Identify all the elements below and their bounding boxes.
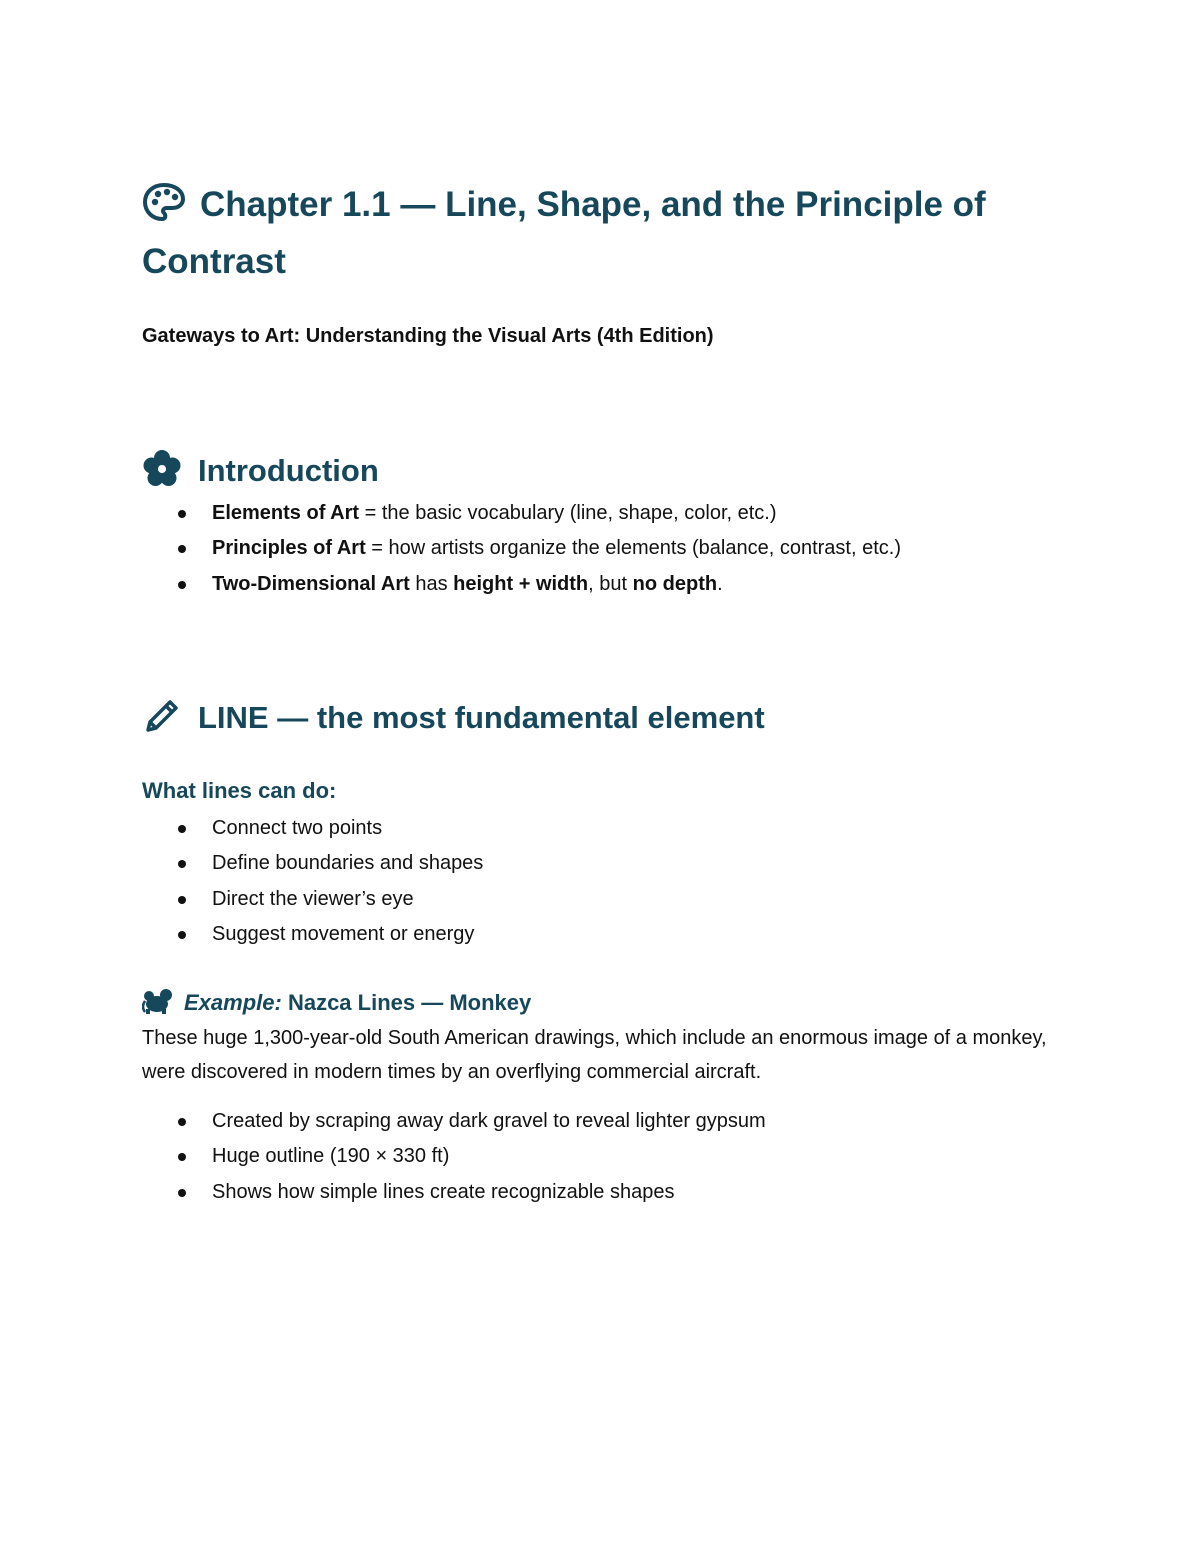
item-text: .	[717, 572, 723, 595]
page-title	[142, 176, 1072, 290]
pencil-icon	[142, 696, 182, 736]
introduction-heading	[142, 449, 379, 491]
introduction-list	[142, 496, 901, 602]
introduction-heading-text: Introduction	[198, 453, 379, 488]
example-title: Nazca Lines — Monkey	[281, 990, 532, 1015]
term-bold: height + width	[453, 572, 589, 595]
list-item	[142, 567, 901, 602]
example-paragraph: These huge 1,300-year-old South American drawings, which include an enormous image of a monkey, were discovered in modern times by an overflying commercial aircraft.	[142, 1027, 1047, 1083]
page-title-text: Chapter 1.1 — Line, Shape, and the Principle of Contrast	[142, 185, 986, 281]
flower-icon	[142, 449, 182, 489]
line-section-heading-text: LINE — the most fundamental element	[198, 700, 765, 735]
list-item: Shows how simple lines create recognizable shapes	[142, 1175, 766, 1210]
monkey-icon	[142, 987, 174, 1015]
list-item: Define boundaries and shapes	[142, 846, 483, 881]
item-text: = the basic vocabulary (line, shape, color, etc.)	[359, 502, 777, 524]
list-item: Connect two points	[142, 811, 483, 846]
list-item: Created by scraping away dark gravel to reveal lighter gypsum	[142, 1104, 766, 1139]
term-bold: Two-Dimensional Art	[212, 572, 410, 595]
line-abilities-list	[142, 811, 483, 952]
example-heading	[142, 987, 531, 1017]
line-subheading: What lines can do:	[142, 778, 337, 803]
term-bold: Elements of Art	[212, 502, 360, 524]
list-item: Direct the viewer’s eye	[142, 882, 483, 917]
list-item: Suggest movement or energy	[142, 917, 483, 952]
item-text: , but	[588, 572, 633, 595]
list-item	[142, 531, 901, 566]
palette-icon	[142, 182, 186, 222]
term-bold: no depth	[632, 572, 718, 595]
example-label: Example:	[184, 990, 282, 1015]
list-item: Huge outline (190 × 330 ft)	[142, 1139, 766, 1174]
item-text: has	[409, 572, 454, 595]
item-text: = how artists organize the elements (balance, contrast, etc.)	[365, 537, 901, 560]
line-section-heading	[142, 696, 765, 738]
list-item	[142, 496, 901, 531]
term-bold: Principles of Art	[212, 537, 366, 560]
example-details-list	[142, 1104, 766, 1210]
book-subtitle: Gateways to Art: Understanding the Visual Arts (4th Edition)	[142, 325, 714, 347]
